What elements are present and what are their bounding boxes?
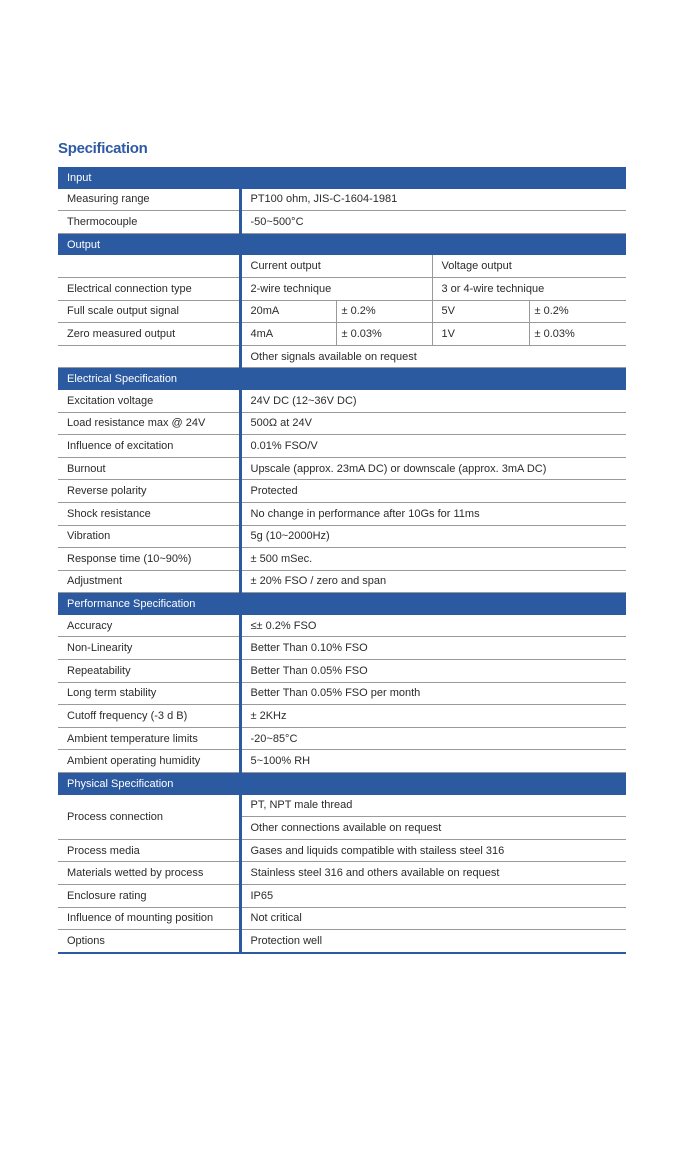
table-row <box>58 211 626 234</box>
row-label: Enclosure rating <box>58 885 240 908</box>
table-row <box>58 277 626 300</box>
row-value: Better Than 0.05% FSO per month <box>240 682 626 705</box>
row-value: Upscale (approx. 23mA DC) or downscale (approx. 3mA DC) <box>240 457 626 480</box>
row-value: ± 0.03% <box>336 323 432 346</box>
row-label: Influence of mounting position <box>58 907 240 930</box>
row-value: 0.01% FSO/V <box>240 435 626 458</box>
row-label: Shock resistance <box>58 502 240 525</box>
row-label <box>58 345 240 368</box>
row-value: 4mA <box>240 323 336 346</box>
section-performance <box>58 593 626 615</box>
row-label: Response time (10~90%) <box>58 548 240 571</box>
row-value: ± 500 mSec. <box>240 548 626 571</box>
section-heading: Performance Specification <box>58 593 626 615</box>
column-header-voltage: Voltage output <box>432 255 626 277</box>
row-value: 1V <box>432 323 529 346</box>
table-row <box>58 435 626 458</box>
section-physical <box>58 773 626 795</box>
section-input <box>58 167 626 189</box>
specification-table <box>58 167 626 954</box>
table-row <box>58 795 626 817</box>
row-value: ± 2KHz <box>240 705 626 728</box>
row-value: Gases and liquids compatible with stailess steel 316 <box>240 839 626 862</box>
table-row <box>58 839 626 862</box>
row-label: Reverse polarity <box>58 480 240 503</box>
table-row <box>58 907 626 930</box>
row-label: Process media <box>58 839 240 862</box>
row-value: 3 or 4-wire technique <box>432 277 626 300</box>
page-title: Specification <box>58 140 148 157</box>
row-label: Vibration <box>58 525 240 548</box>
row-label: Ambient temperature limits <box>58 727 240 750</box>
row-value: Better Than 0.10% FSO <box>240 637 626 660</box>
row-value: PT100 ohm, JIS-C-1604-1981 <box>240 189 626 211</box>
row-label: Materials wetted by process <box>58 862 240 885</box>
row-value: 24V DC (12~36V DC) <box>240 390 626 412</box>
row-value: 20mA <box>240 300 336 323</box>
row-value: Other signals available on request <box>240 345 626 368</box>
row-label: Long term stability <box>58 682 240 705</box>
section-electrical <box>58 368 626 390</box>
table-row <box>58 705 626 728</box>
table-row <box>58 885 626 908</box>
table-row <box>58 390 626 412</box>
row-value: 5~100% RH <box>240 750 626 773</box>
section-heading: Electrical Specification <box>58 368 626 390</box>
row-value: ± 0.2% <box>529 300 626 323</box>
row-label: Burnout <box>58 457 240 480</box>
row-label: Options <box>58 930 240 953</box>
row-value: ± 0.03% <box>529 323 626 346</box>
table-row <box>58 682 626 705</box>
row-label: Process connection <box>58 795 240 840</box>
row-value: -20~85°C <box>240 727 626 750</box>
table-row <box>58 862 626 885</box>
table-row <box>58 255 626 277</box>
table-row <box>58 457 626 480</box>
row-label: Zero measured output <box>58 323 240 346</box>
row-label: Adjustment <box>58 570 240 593</box>
row-value: 500Ω at 24V <box>240 412 626 435</box>
row-label <box>58 255 240 277</box>
table-row <box>58 345 626 368</box>
row-value: 5g (10~2000Hz) <box>240 525 626 548</box>
row-label: Electrical connection type <box>58 277 240 300</box>
table-row <box>58 615 626 637</box>
row-label: Excitation voltage <box>58 390 240 412</box>
section-output <box>58 233 626 255</box>
table-row <box>58 548 626 571</box>
table-row <box>58 502 626 525</box>
row-value: -50~500°C <box>240 211 626 234</box>
table-row <box>58 660 626 683</box>
section-heading: Input <box>58 167 626 189</box>
row-label: Accuracy <box>58 615 240 637</box>
section-heading: Physical Specification <box>58 773 626 795</box>
row-value: 5V <box>432 300 529 323</box>
column-header-current: Current output <box>240 255 432 277</box>
row-label: Full scale output signal <box>58 300 240 323</box>
table-row <box>58 930 626 953</box>
row-value: 2-wire technique <box>240 277 432 300</box>
row-label: Ambient operating humidity <box>58 750 240 773</box>
row-label: Thermocouple <box>58 211 240 234</box>
row-value: PT, NPT male thread <box>240 795 626 817</box>
table-row <box>58 750 626 773</box>
row-label: Measuring range <box>58 189 240 211</box>
table-row <box>58 412 626 435</box>
row-value: Protection well <box>240 930 626 953</box>
row-value: Stainless steel 316 and others available on request <box>240 862 626 885</box>
row-value: ± 20% FSO / zero and span <box>240 570 626 593</box>
row-value: Protected <box>240 480 626 503</box>
row-value: IP65 <box>240 885 626 908</box>
row-label: Non-Linearity <box>58 637 240 660</box>
row-label: Influence of excitation <box>58 435 240 458</box>
table-row <box>58 637 626 660</box>
table-row <box>58 525 626 548</box>
table-row <box>58 300 626 323</box>
table-row <box>58 480 626 503</box>
table-row <box>58 323 626 346</box>
row-label: Load resistance max @ 24V <box>58 412 240 435</box>
row-label: Repeatability <box>58 660 240 683</box>
row-value: ± 0.2% <box>336 300 432 323</box>
row-value: No change in performance after 10Gs for 11ms <box>240 502 626 525</box>
table-row <box>58 189 626 211</box>
table-row <box>58 570 626 593</box>
row-value: Better Than 0.05% FSO <box>240 660 626 683</box>
section-heading: Output <box>58 233 626 255</box>
table-row <box>58 727 626 750</box>
row-value: Other connections available on request <box>240 817 626 840</box>
row-label: Cutoff frequency (-3 d B) <box>58 705 240 728</box>
row-value: Not critical <box>240 907 626 930</box>
row-value: ≤± 0.2% FSO <box>240 615 626 637</box>
